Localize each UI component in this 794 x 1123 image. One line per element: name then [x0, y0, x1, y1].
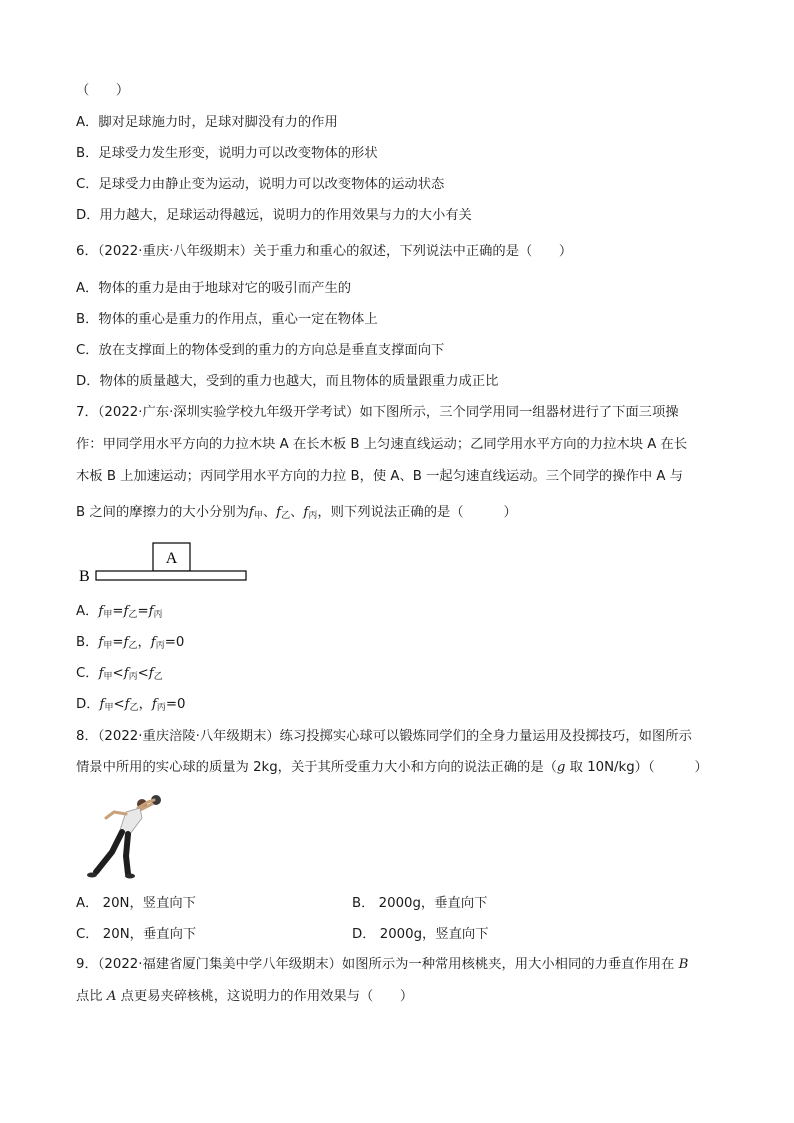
q7-figure [76, 540, 256, 585]
board-b-label: B [79, 568, 90, 585]
q5-option-b[interactable]: B．足球受力发生形变，说明力可以改变物体的形状 [76, 146, 378, 161]
board-b [96, 571, 246, 580]
shoe-left [87, 873, 97, 878]
q7-option-a[interactable]: A．$f_甲=f_乙=f_丙$ [76, 604, 163, 620]
q7-stem-prefix: B 之间的摩擦力的大小分别为 [76, 505, 249, 520]
q9-stem-line-1: 9．（2022·福建省厦门集美中学八年级期末）如图所示为一种常用核桃夹，用大小相同的力垂直作用在 B [76, 957, 689, 972]
q7-option-c[interactable]: C．$f_甲<f_丙<f_乙$ [76, 666, 163, 682]
q6-option-c[interactable]: C．放在支撑面上的物体受到的重力的方向总是垂直支撑面向下 [76, 343, 445, 358]
block-a-label: A [165, 550, 178, 567]
sub-jia: 甲 [253, 511, 263, 521]
q6-option-a[interactable]: A．物体的重力是由于地球对它的吸引而产生的 [76, 281, 352, 296]
q5-paren: （ ） [76, 83, 130, 98]
thrower-figure [82, 790, 172, 885]
point-a: A [106, 989, 117, 1004]
q8-option-b[interactable]: B． 2000g，垂直向下 [352, 896, 488, 911]
q6-stem: 6．（2022·重庆·八年级期末）关于重力和重心的叙述，下列说法中正确的是（ ） [76, 244, 573, 259]
legs [96, 832, 128, 874]
q7-stem-line-1: 7．（2022·广东·深圳实验学校九年级开学考试）如下图所示，三个同学用同一组器材进行了下面三项操 [76, 405, 679, 420]
q7-stem-line-3: 木板 B 上加速运动；丙同学用水平方向的力拉 B，使 A、B 一起匀速直线运动。三个同学的操作中 A 与 [76, 469, 684, 484]
q5-option-c[interactable]: C．足球受力由静止变为运动，说明力可以改变物体的运动状态 [76, 177, 445, 192]
q7-option-b[interactable]: B．$f_甲=f_乙$，$f_丙=0$ [76, 635, 185, 651]
back-arm [106, 812, 126, 818]
q8-option-d[interactable]: D． 2000g，竖直向下 [352, 927, 489, 942]
q7-stem-line-4: B 之间的摩擦力的大小分别为$f_甲$、$f_乙$、$f_丙$，则下列说法正确的是（ ） [76, 505, 517, 521]
q8-stem-line-2: 情景中所用的实心球的质量为 2kg，关于其所受重力大小和方向的说法正确的是（g 取 10N/kg）（ ） [76, 760, 708, 775]
shoe-right [125, 874, 135, 879]
q7-stem-line-2: 作：甲同学用水平方向的力拉木块 A 在长木板 B 上匀速直线运动；乙同学用水平方向的力拉木块 A 在长 [76, 437, 688, 452]
g-symbol: g [556, 760, 566, 775]
q8-stem-line-1: 8．（2022·重庆涪陵·八年级期末）练习投掷实心球可以锻炼同学们的全身力量运用及投掷技巧，如图所示 [76, 729, 692, 744]
q6-option-b[interactable]: B．物体的重心是重力的作用点，重心一定在物体上 [76, 312, 378, 327]
q6-option-d[interactable]: D．物体的质量越大，受到的重力也越大，而且物体的质量跟重力成正比 [76, 374, 499, 389]
q8-option-c[interactable]: C． 20N，垂直向下 [76, 927, 197, 942]
q8-option-a[interactable]: A． 20N，竖直向下 [76, 896, 196, 911]
f-symbol: f [248, 505, 254, 520]
point-b: B [678, 957, 689, 972]
q5-option-a[interactable]: A．脚对足球施力时，足球对脚没有力的作用 [76, 115, 338, 130]
q7-stem-suffix: ，则下列说法正确的是（ ） [317, 505, 517, 520]
q7-option-d[interactable]: D．$f_甲<f_乙$，$f_丙=0$ [76, 697, 186, 713]
q9-stem-line-2: 点比 A 点更易夹碎核桃，这说明力的作用效果与（ ） [76, 989, 414, 1004]
q5-option-d[interactable]: D．用力越大，足球运动得越远，说明力的作用效果与力的大小有关 [76, 208, 472, 223]
